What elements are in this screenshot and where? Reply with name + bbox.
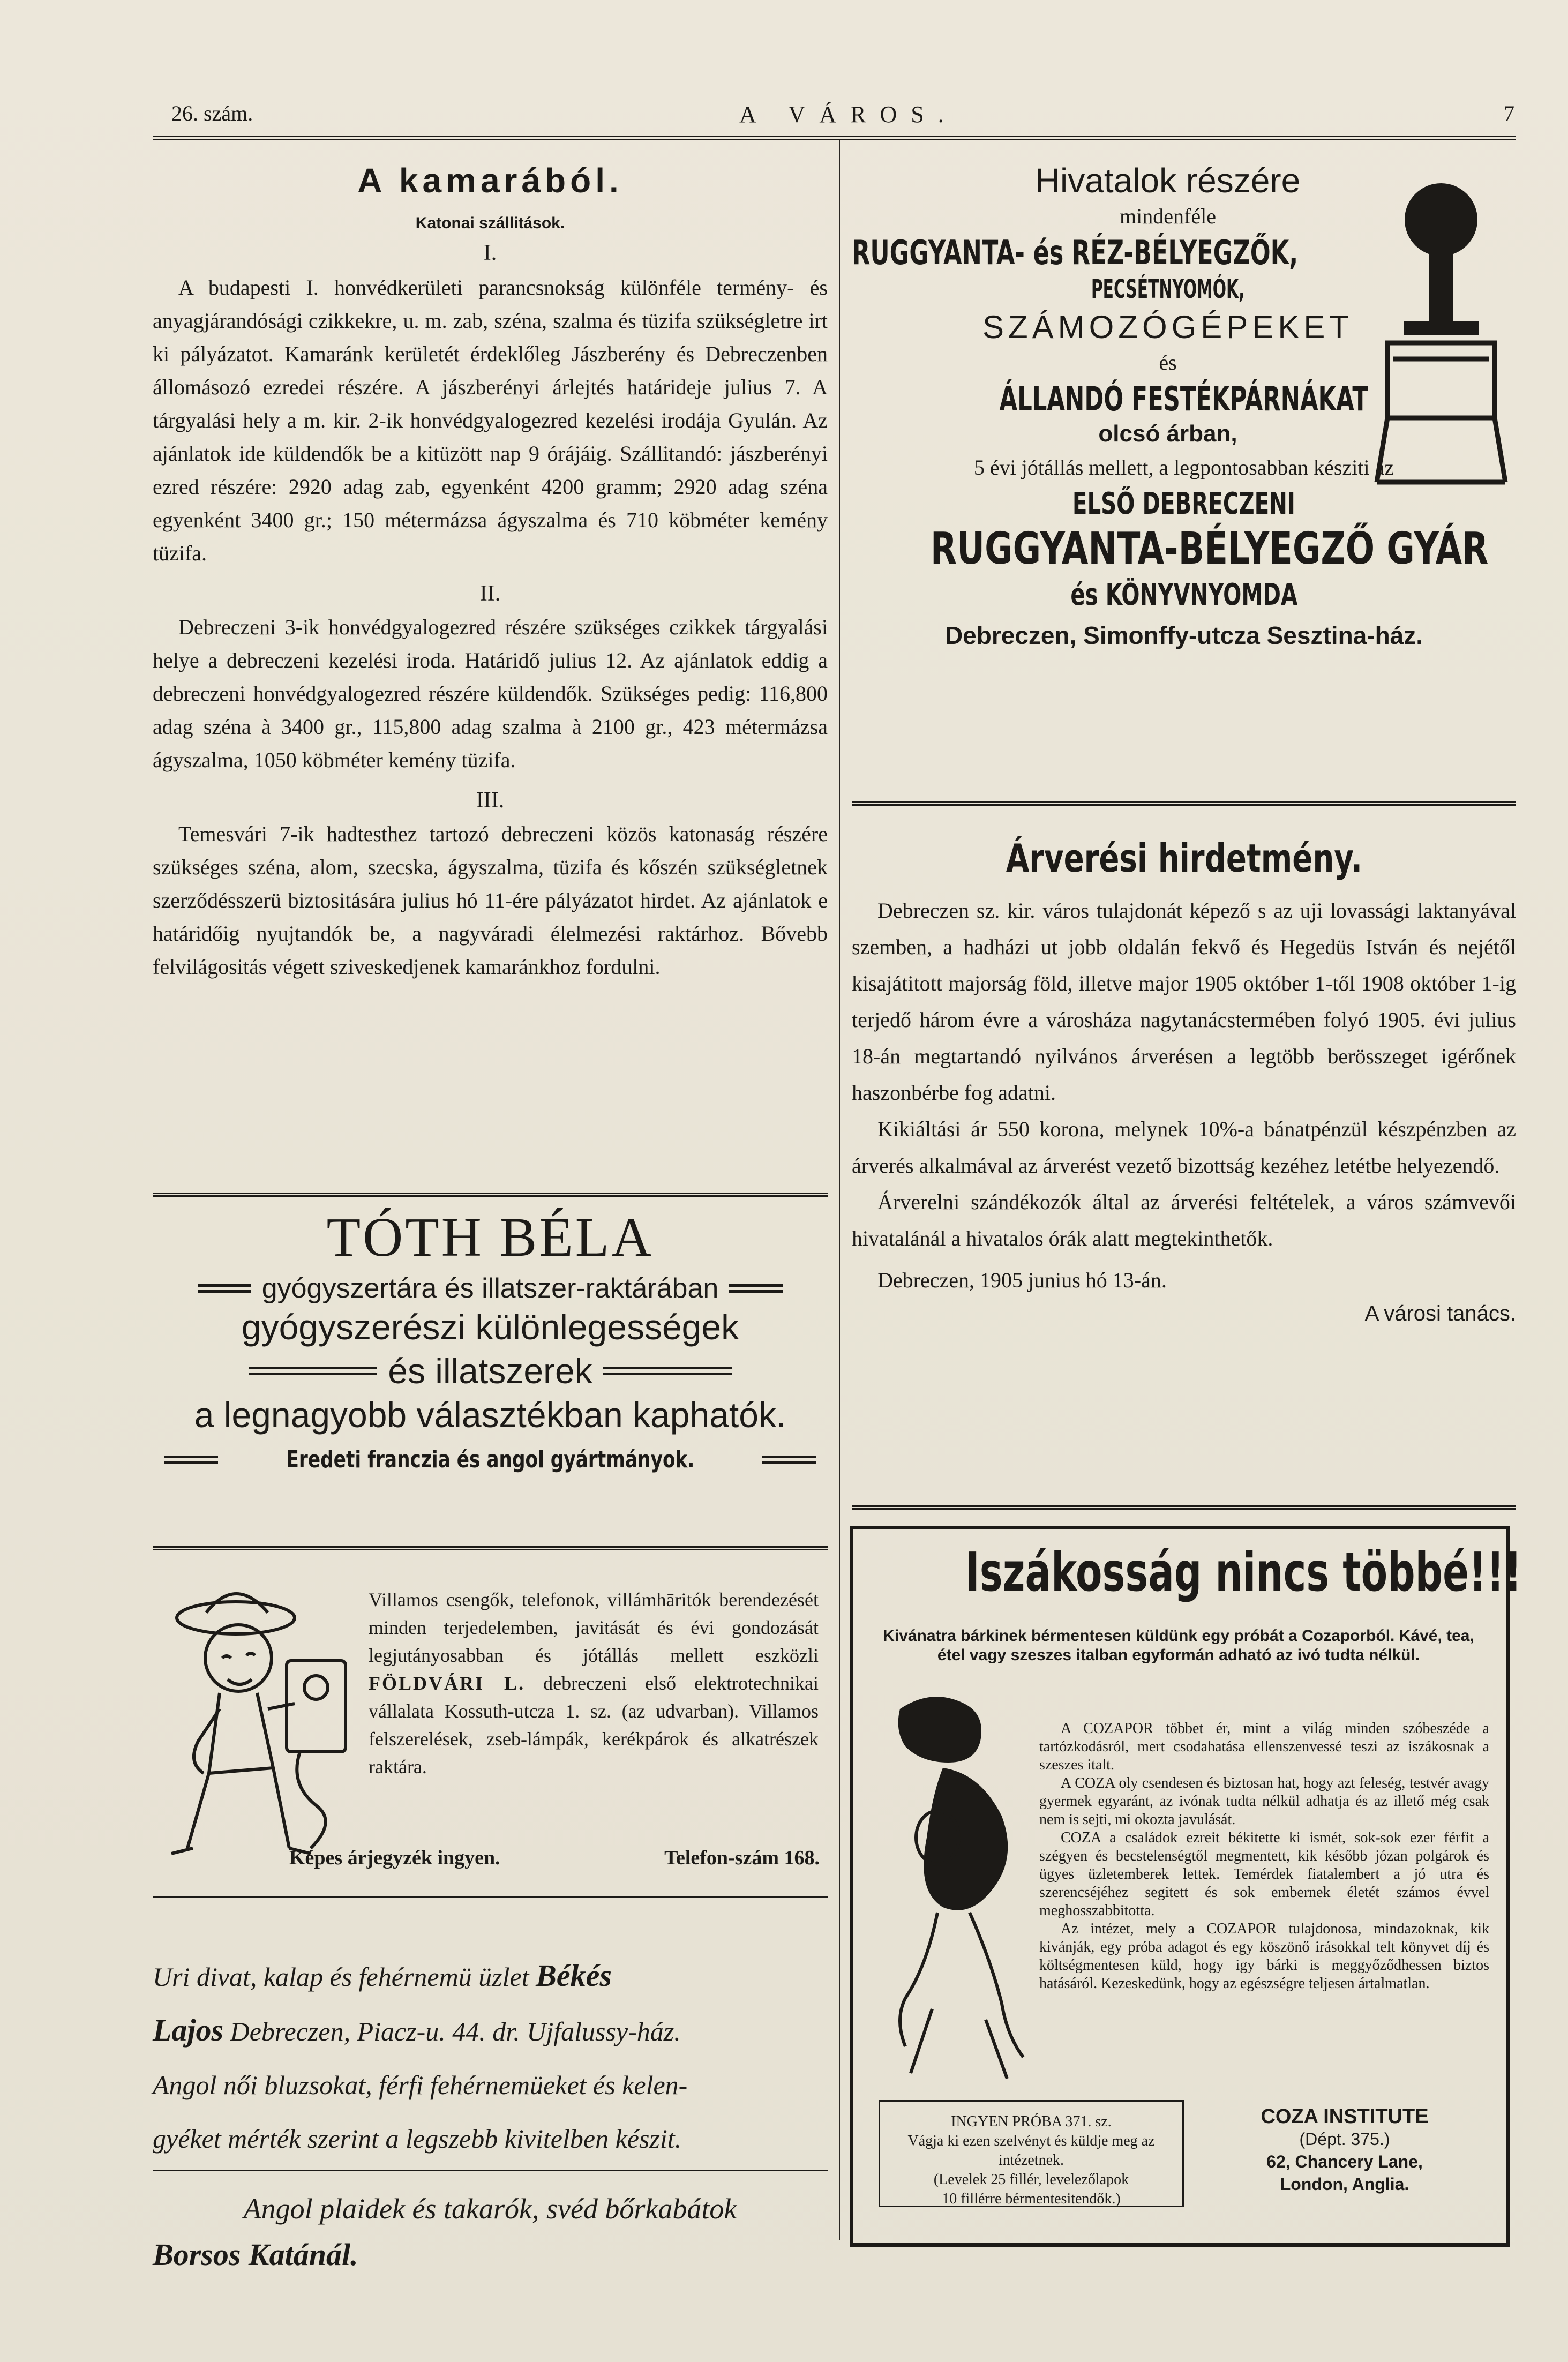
address: Debreczen, Simonffy-utcza Sesztina-ház. bbox=[944, 621, 1423, 649]
telephone-man-illustration bbox=[155, 1570, 370, 1880]
bekes-ad bbox=[153, 1949, 828, 2165]
decor-rule bbox=[164, 1456, 218, 1464]
ad-heading: PECSÉTNYOMÓK, bbox=[1091, 274, 1245, 304]
ad-line bbox=[852, 379, 1516, 418]
article-title: A kamarából. bbox=[357, 161, 623, 200]
coza-title: Iszákosság nincs többé!!! bbox=[965, 1541, 1522, 1603]
ad-text: gyógyszertára és illatszer-raktárában bbox=[261, 1273, 719, 1304]
decor-rule bbox=[603, 1367, 732, 1375]
column-divider bbox=[839, 140, 840, 2240]
decor-rule bbox=[762, 1456, 816, 1464]
ad-line bbox=[852, 523, 1516, 574]
decor-rule bbox=[198, 1284, 251, 1293]
institute-street: 62, Chancery Lane, bbox=[1266, 2152, 1423, 2171]
section-text: A budapesti I. honvédkerületi parancsnokság különféle termény- és anyagjárandósági czikkekre, u. m. zab, széna, szalma és tüzifa szükségletre irt ki pályázatot. Kamaránk kerületét érdeklőleg Jászberény és Debreczenben állomásozó ezredei részére. A jászberényi árlejtés határideje julius 7. A tárgyalási hely a m. kir. 2-ik honvédgyalogezred kezelési irodája Gyulán. Az ajánlatok ide küldendők be a kitüzött nap 9 órájáig. Szállitandó: jászberényi ezred részére: 2920 adag zab, egyenként 4200 gramm; 2920 adag széna egyenként 3400 gr.; 150 métermázsa ágyszalma és 710 köbméter kemény tüzifa. bbox=[153, 275, 828, 565]
ad-line bbox=[153, 1446, 828, 1473]
coza-body bbox=[1039, 1720, 1489, 1993]
coza-text: A COZAPOR többet ér, mint a világ minden szóbeszéde a tartózkodásról, mert csodahatása ellenszenvessé teszi az iszákosnak a szeszes italt. bbox=[1039, 1720, 1489, 1773]
hivatalok-ad bbox=[852, 161, 1516, 650]
notice-text: Kikiáltási ár 550 korona, melynek 10%-a bánatpénzül készpénzben az árverés alkalmával az árverést vezető bizottság kezéhez letétbe helyezendő. bbox=[852, 1117, 1516, 1178]
section-text: Debreczeni 3-ik honvédgyalogezred részére szükséges czikkek tárgyalási helye a debreczeni kezelési iroda. Határidő julius 12. Az ajánlatok eddig a debreczeni honvédgyalogezred részére küldendők. Szükséges pedig: 116,800 adag széna à 3400 gr., 115,800 adag szalma à 2100 gr., 423 métermázsa ágyszalma, 1050 köbméter kemény tüzifa. bbox=[153, 615, 828, 772]
ad-line bbox=[852, 233, 1516, 272]
ad-text: 5 évi jótállás mellett, a legpontosabban késziti az bbox=[973, 455, 1394, 479]
coza-title-wrap bbox=[857, 1541, 1522, 1603]
ad-text: és bbox=[1159, 350, 1177, 374]
issue-number: 26. szám. bbox=[171, 101, 253, 125]
notice-date: Debreczen, 1905 junius hó 13-án. bbox=[877, 1268, 1167, 1292]
newspaper-title: A VÁROS. bbox=[739, 101, 958, 128]
borsos-ad bbox=[153, 2186, 828, 2278]
company-name: FÖLDVÁRI L. bbox=[369, 1673, 526, 1694]
ad-line bbox=[153, 2004, 828, 2058]
page-number: 7 bbox=[1504, 101, 1514, 125]
ad-text: Angol plaidek és takarók, svéd bőrkabátok bbox=[243, 2193, 737, 2225]
coupon-text: 10 fillérre bérmentesitendők.) bbox=[942, 2191, 1121, 2207]
divider-rule bbox=[153, 1546, 828, 1550]
ad-text: Debreczen, Piacz-u. 44. dr. Ujfalussy-ház. bbox=[223, 2016, 681, 2046]
ad-text: Angol női bluzsokat, férfi fehérnemüeket és kelen- bbox=[153, 2070, 688, 2100]
section-numeral: II. bbox=[479, 581, 501, 606]
ad-text: Eredeti franczia és angol gyártmányok. bbox=[286, 1446, 694, 1473]
company-name: RUGGYANTA-BÉLYEGZŐ GYÁR bbox=[930, 523, 1489, 574]
ad-heading: ELSŐ DEBRECZENI bbox=[1072, 486, 1296, 521]
header-rule bbox=[153, 136, 1516, 140]
arveres-notice bbox=[852, 836, 1516, 1326]
decor-rule bbox=[249, 1367, 377, 1375]
ad-line bbox=[852, 486, 1516, 521]
notice-signature: A városi tanács. bbox=[1364, 1302, 1516, 1325]
ad-text: és illatszerek bbox=[388, 1351, 592, 1391]
ad-text: mindenféle bbox=[1120, 204, 1216, 228]
coupon-text: (Levelek 25 fillér, levelezőlapok bbox=[933, 2171, 1129, 2188]
institute-dept: (Dépt. 375.) bbox=[1299, 2129, 1390, 2149]
section-text: Temesvári 7-ik hadtesthez tartozó debreczeni közös katonaság részére szükséges széna, alom, szecska, ágyszalma, tüzifa és kőszén szükségletnek szerződésszerü biztositására julius hó 11-ére pályázatot hirdet. Az ajánlatok e határidőig nyujtandók be, a nagyváradi élelmezési raktárhoz. Bővebb felvilágositás végett sziveskedjenek kamaránkhoz fordulni. bbox=[153, 822, 828, 979]
ad-line bbox=[153, 1949, 828, 2004]
ad-text: a legnagyobb választékban kaphatók. bbox=[194, 1395, 786, 1435]
notice-text: Debreczen sz. kir. város tulajdonát képező s az uji lovassági laktanyával szemben, a hadházi ut jobb oldalán fekvő és Hegedüs István és nejétől kisajátitott majorság föld, illetve major 1905 október 1-től 1908 október 1-ig terjedő három évre a városháza nagytanácstermében folyó 1905. évi julius 18-án megtartandó nyilvános árverésen a legtöbb berösszeget igérőnek haszonbérbe fog adatni. bbox=[852, 898, 1516, 1105]
ad-text: Uri divat, kalap és fehérnemü üzlet bbox=[153, 1962, 536, 1992]
decor-rule bbox=[729, 1284, 783, 1293]
section-numeral: I. bbox=[483, 241, 497, 265]
divider-rule bbox=[852, 801, 1516, 806]
ad-line bbox=[852, 578, 1516, 612]
coupon-title: INGYEN PRÓBA 371. sz. bbox=[951, 2113, 1112, 2130]
institute-city: London, Anglia. bbox=[1280, 2174, 1409, 2194]
shop-owner: Békés bbox=[536, 1958, 612, 1993]
toth-bela-ad bbox=[153, 1205, 828, 1473]
hand-holding-man-illustration bbox=[879, 1688, 1034, 2116]
divider-rule bbox=[852, 1505, 1516, 1510]
free-sample-coupon[interactable] bbox=[879, 2100, 1184, 2207]
coupon-text: Vágja ki ezen szelvényt és küldje meg az intézetnek. bbox=[907, 2133, 1155, 2169]
ad-text: gyéket mérték szerint a legszebb kivitelben készit. bbox=[153, 2124, 682, 2154]
kamara-article bbox=[153, 161, 828, 984]
coza-text: Az intézet, mely a COZAPOR tulajdonosa, mindazoknak, kik kivánják, egy próba adagot és egy köszönő irásokkal telt könyvet díj és költségmentesen küld, hogy igy bárki is meggyőződhessen biztos hatásáról. Kezeskedünk, hogy az egészségre teljesen ártalmatlan. bbox=[1039, 1921, 1489, 1992]
ad-title: TÓTH BÉLA bbox=[326, 1206, 654, 1268]
ad-line bbox=[153, 1272, 828, 1304]
ad-body bbox=[369, 1586, 819, 1781]
coza-intro: Kivánatra bárkinek bérmentesen küldünk egy próbát a Cozaporból. Kávé, tea, étel vagy szeszes italban egyformán adható az ivó tudta nélkül. bbox=[883, 1627, 1474, 1664]
phone-number: Telefon-szám 168. bbox=[664, 1847, 820, 1869]
ad-line bbox=[852, 274, 1516, 304]
institute-name: COZA INSTITUTE bbox=[1261, 2105, 1429, 2128]
article-subtitle: Katonai szállitások. bbox=[415, 214, 565, 232]
coza-institute-address bbox=[1200, 2105, 1489, 2195]
divider-rule bbox=[153, 2170, 828, 2171]
shop-owner: Lajos bbox=[153, 2013, 224, 2048]
notice-title-wrap bbox=[852, 836, 1516, 881]
ad-text: debreczeni első elektrotechnikai vállalata Kossuth-utcza 1. sz. (az udvarban). Villamos felszerelések, zseb-lámpák, kerékpárok és alkatrészek raktára. bbox=[369, 1673, 819, 1778]
ad-text: Villamos csengők, telefonok, villámhāritók berendezését minden terjedelemben, javitását és évi gondozását legjutányosabban és jótállás mellett eszközli bbox=[369, 1589, 819, 1666]
catalog-note: Képes árjegyzék ingyen. bbox=[289, 1847, 500, 1869]
ad-line bbox=[153, 1351, 828, 1391]
divider-rule bbox=[153, 1193, 828, 1197]
ad-text: olcsó árban, bbox=[1098, 421, 1237, 447]
notice-text: Árverelni szándékozók által az árverési feltételek, a város számvevői hivatalánál a hivatalos órák alatt megtekinthetők. bbox=[852, 1190, 1516, 1250]
notice-title: Árverési hirdetmény. bbox=[1006, 836, 1362, 881]
coza-text: A COZA oly csendesen és biztosan hat, hogy azt feleség, testvér avagy gyermek egyaránt, az ivónak tudta nélkül adhatja és az illető még csak nem is sejti, mi okozta javulását. bbox=[1039, 1775, 1489, 1828]
ad-heading: és KÖNYVNYOMDA bbox=[1070, 578, 1297, 612]
ad-title: Hivatalok részére bbox=[1035, 161, 1301, 200]
ad-footer bbox=[289, 1846, 820, 1870]
section-numeral: III. bbox=[476, 788, 505, 813]
divider-rule bbox=[153, 1896, 828, 1898]
ad-text: gyógyszerészi különlegességek bbox=[241, 1307, 739, 1347]
page-header bbox=[171, 101, 1514, 133]
shop-name: Borsos Katánál. bbox=[153, 2237, 358, 2272]
ad-heading: RUGGYANTA- és RÉZ-BÉLYEGZŐK, bbox=[852, 233, 1299, 272]
coza-text: COZA a családok ezreit békitette ki ismét, sok-sok ezer férfit a szégyen és becstelenségtől megmentett, kik később józan polgárok és ügyes üzletemberek lettek. Temérdek fiatalembert a jó utra és szerencséjéhez segitett és sok embernek életét számos évvel meghosszabbitotta. bbox=[1039, 1829, 1489, 1919]
ad-heading: SZÁMOZÓGÉPEKET bbox=[982, 309, 1354, 345]
ad-heading: ÁLLANDÓ FESTÉKPÁRNÁKAT bbox=[999, 379, 1369, 418]
